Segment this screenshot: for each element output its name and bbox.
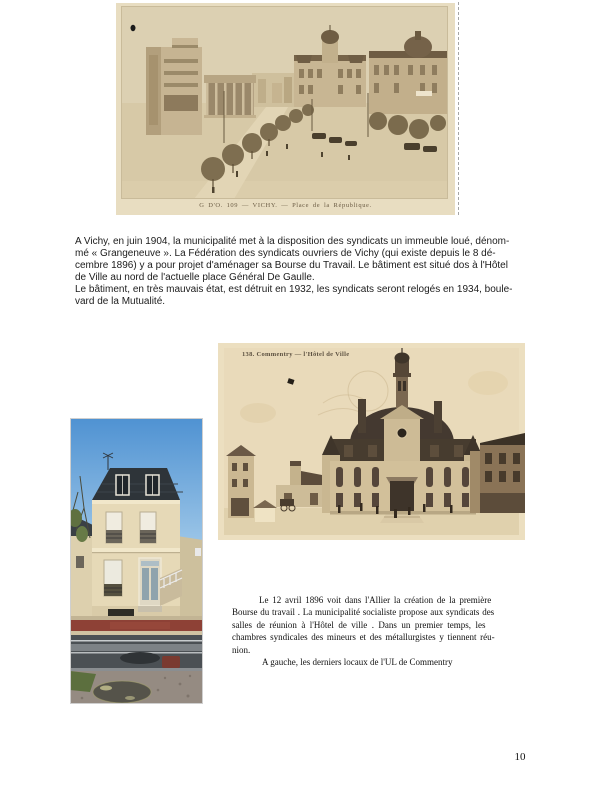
paragraph-line: nion. (232, 644, 251, 655)
vichy-paragraph (75, 236, 543, 308)
paragraph-line: Le bâtiment, en très mauvais état, est détruit en 1932, les syndicats seront relogés en 1934, boule- (75, 284, 513, 295)
commentry-postcard-caption: 138. Commentry — l'Hôtel de Ville (242, 351, 350, 358)
paragraph-line: Bourse du travail . La municipalité socialiste propose aux syndicats des (232, 607, 495, 618)
paragraph-line: mé « Grangeneuve ». La Fédération des syndicats ouvriers de Vichy (qui existe depuis le 8 dé- (75, 248, 496, 259)
paragraph-line: A Vichy, en juin 1904, la municipalité met à la disposition des syndicats un immeuble loué, dénom- (75, 236, 510, 247)
vichy-postcard-caption: G D'O. 109 — VICHY. — Place de la République. (199, 202, 372, 209)
paragraph-line: vard de la Mutualité. (75, 296, 166, 307)
postcard-perforated-edge (458, 2, 459, 215)
commentry-ul-building-photo (70, 418, 203, 704)
page-number: 10 (514, 751, 526, 763)
paragraph-line: Le 12 avril 1896 voit dans l'Allier la création de la première (259, 595, 492, 605)
commentry-postcard-image (218, 343, 525, 540)
paragraph-line: de Ville au nord de l'actuelle place Général De Gaulle. (75, 272, 315, 283)
vichy-postcard-scene (116, 3, 455, 215)
paragraph-line: cembre 1896) y a pour projet d'aménager sa Bourse du Travail. Le bâtiment est situé dos à l'Hôtel (75, 260, 508, 271)
commentry-postcard-scene (218, 343, 525, 540)
paragraph-line: salles de réunion à l'Hôtel de ville . Dans un premier temps, les (232, 619, 486, 630)
building-photo-scene (70, 418, 203, 704)
commentry-paragraph (232, 594, 524, 668)
vichy-postcard-image (116, 3, 455, 215)
paragraph-line: chambres syndicales des mineurs et des métallurgistes y tiennent réu- (232, 632, 495, 643)
paragraph-line: A gauche, les derniers locaux de l'UL de Commentry (262, 657, 453, 668)
